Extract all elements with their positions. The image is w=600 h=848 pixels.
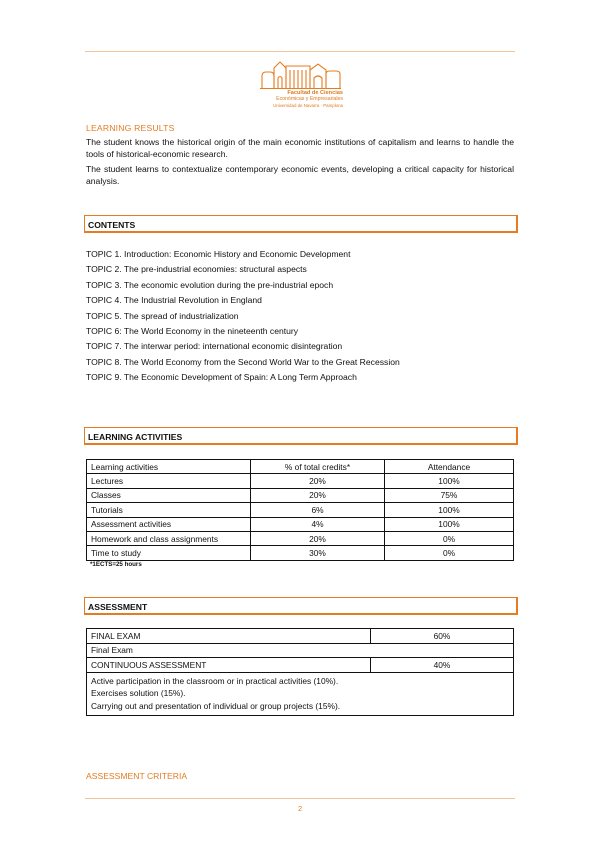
table-row (87, 531, 514, 545)
continuous-item: Active participation in the classroom or in practical activities (10%). (91, 675, 339, 686)
attendance-cell: 100% (385, 474, 514, 488)
assessment-table (86, 628, 514, 716)
final-exam-label: FINAL EXAM (87, 629, 371, 644)
topic-item: TOPIC 8. The World Economy from the Second World War to the Great Recession (86, 356, 400, 367)
faculty-logo (258, 60, 343, 110)
table-header-row (87, 460, 514, 474)
learning-results-paragraph-1: The student knows the historical origin of the main economic institutions of capitalism and learns to handle the tools of historical-economic research. (86, 137, 514, 159)
credits-cell: 30% (251, 546, 385, 560)
credits-cell: 20% (251, 488, 385, 502)
attendance-cell: 75% (385, 488, 514, 502)
continuous-assessment-details (87, 672, 514, 715)
table-row (87, 629, 514, 644)
topic-item: TOPIC 2. The pre-industrial economies: structural aspects (86, 264, 307, 275)
table-row (87, 474, 514, 488)
logo-text-line-2: Económicas y Empresariales (276, 96, 343, 103)
activity-cell: Classes (87, 488, 251, 502)
final-exam-description: Final Exam (87, 643, 514, 658)
activity-cell: Homework and class assignments (87, 531, 251, 545)
attendance-cell: 0% (385, 546, 514, 560)
logo-text-line-3: Universidad de Navarra · Pamplona (273, 102, 343, 108)
topics-list (86, 248, 400, 387)
learning-activities-table (86, 459, 514, 561)
continuous-assessment-label: CONTINUOUS ASSESSMENT (87, 658, 371, 673)
header-rule (85, 51, 515, 52)
attendance-cell: 100% (385, 503, 514, 517)
credits-cell: 20% (251, 474, 385, 488)
activity-cell: Lectures (87, 474, 251, 488)
continuous-item: Exercises solution (15%). (91, 688, 186, 699)
contents-section-header: CONTENTS (84, 215, 518, 233)
page-number: 2 (297, 804, 303, 813)
topic-item: TOPIC 9. The Economic Development of Spain: A Long Term Approach (86, 372, 357, 383)
attendance-cell: 0% (385, 531, 514, 545)
assessment-criteria-title: ASSESSMENT CRITERIA (86, 771, 188, 781)
attendance-cell: 100% (385, 517, 514, 531)
column-header-activity: Learning activities (87, 460, 251, 474)
continuous-item: Carrying out and presentation of individual or group projects (15%). (91, 700, 341, 711)
credits-cell: 20% (251, 531, 385, 545)
table-row (87, 488, 514, 502)
footer-rule (85, 798, 515, 799)
topic-item: TOPIC 4. The Industrial Revolution in England (86, 295, 262, 306)
learning-results-title: LEARNING RESULTS (86, 123, 175, 133)
table-row (87, 672, 514, 715)
table-row (87, 658, 514, 673)
learning-results-paragraph-2: The student learns to contextualize contemporary economic events, developing a critical capacity for historical analysis. (86, 164, 514, 186)
table-row (87, 503, 514, 517)
learning-activities-section-header: LEARNING ACTIVITIES (84, 427, 518, 445)
continuous-assessment-weight: 40% (371, 658, 514, 673)
column-header-attendance: Attendance (385, 460, 514, 474)
assessment-section-header: ASSESSMENT (84, 597, 518, 615)
credits-cell: 4% (251, 517, 385, 531)
final-exam-weight: 60% (371, 629, 514, 644)
table-row (87, 517, 514, 531)
activity-cell: Time to study (87, 546, 251, 560)
table-row (87, 546, 514, 560)
activity-cell: Assessment activities (87, 517, 251, 531)
ects-footnote: *1ECTS=25 hours (90, 561, 142, 568)
credits-cell: 6% (251, 503, 385, 517)
topic-item: TOPIC 5. The spread of industrialization (86, 310, 239, 321)
topic-item: TOPIC 3. The economic evolution during the pre-industrial epoch (86, 279, 334, 290)
column-header-credits: % of total credits* (251, 460, 385, 474)
logo-text-line-1: Facultad de Ciencias (287, 90, 343, 96)
topic-item: TOPIC 6: The World Economy in the nineteenth century (86, 325, 299, 336)
table-row (87, 643, 514, 658)
topic-item: TOPIC 7. The interwar period: international economic disintegration (86, 341, 343, 352)
topic-item: TOPIC 1. Introduction: Economic History and Economic Development (86, 249, 351, 259)
building-logo-icon (258, 60, 343, 90)
activity-cell: Tutorials (87, 503, 251, 517)
